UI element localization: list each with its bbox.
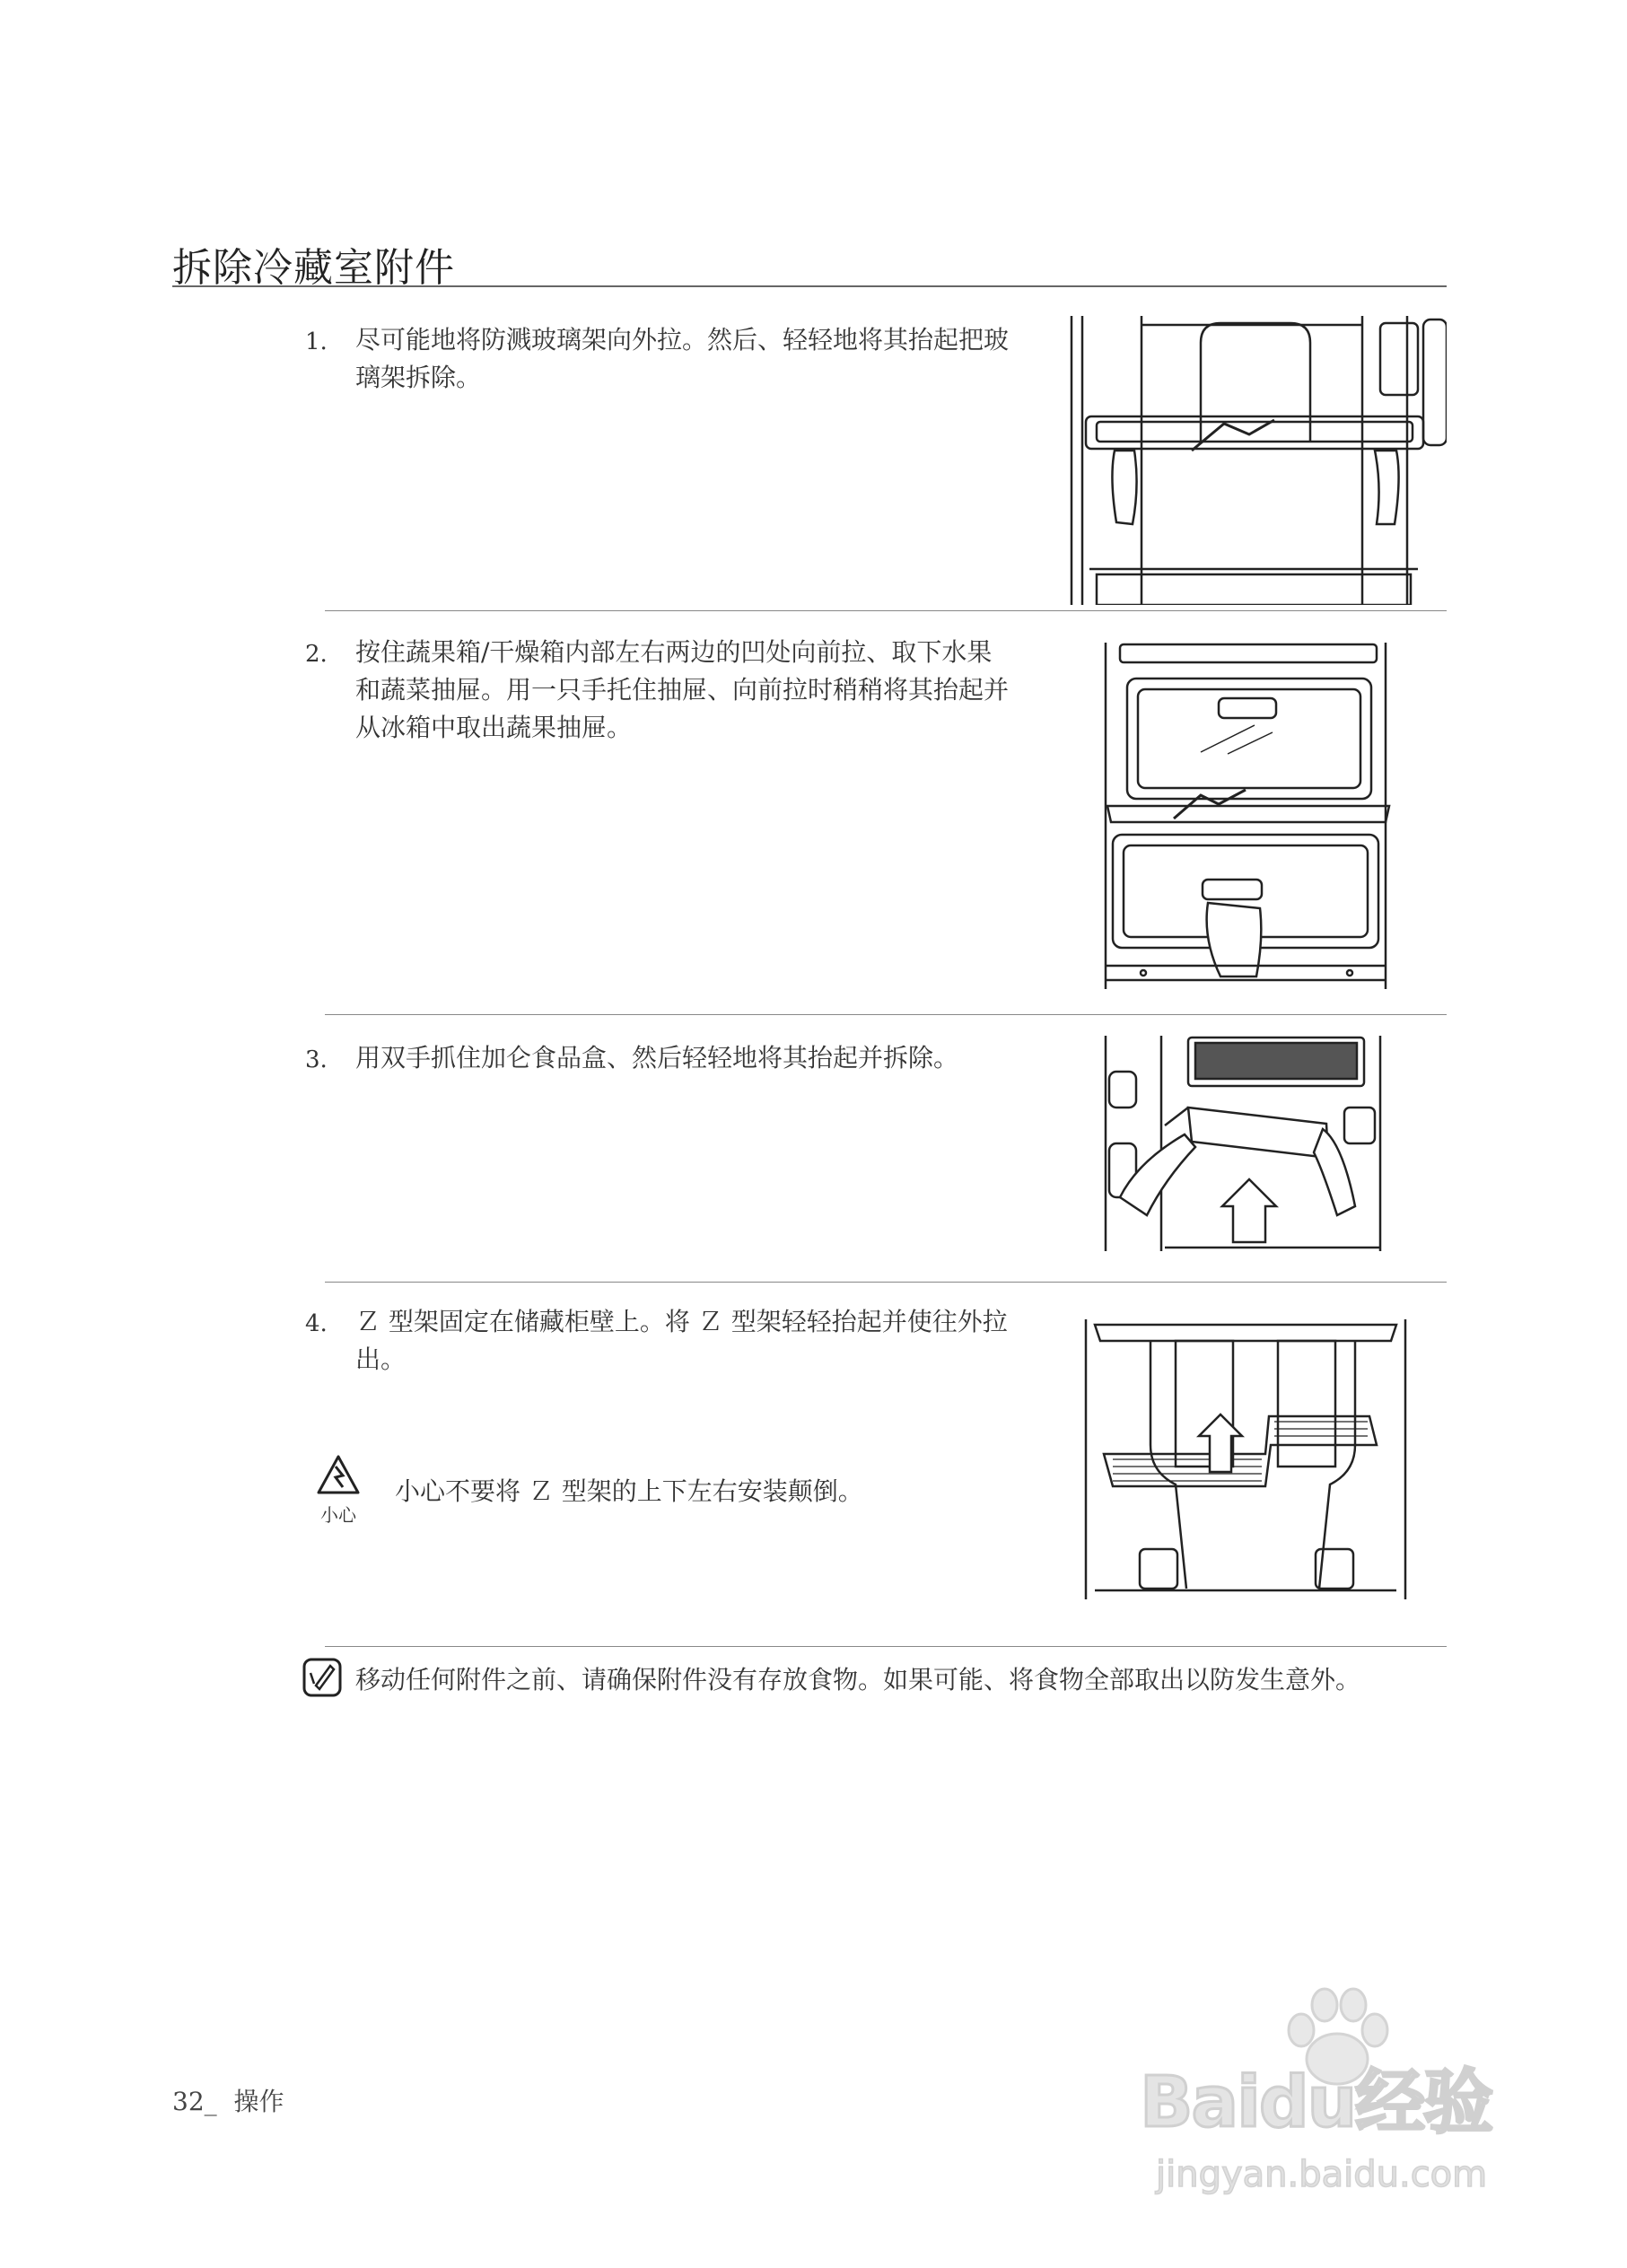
caution-icon-label: 小心 <box>320 1504 356 1526</box>
page-footer <box>172 2082 284 2118</box>
caution-block-icon <box>316 1454 361 1526</box>
step-2-illustration <box>1102 643 1395 989</box>
note-text: 移动任何附件之前、请确保附件没有存放食物。如果可能、将食物全部取出以防发生意外。 <box>355 1665 1361 1694</box>
step-2-divider <box>325 1014 1447 1015</box>
step-1-number: 1. <box>305 328 328 355</box>
step-3-number: 3. <box>305 1046 328 1073</box>
step-2-number: 2. <box>305 641 328 668</box>
step-1-line-2: 璃架拆除。 <box>355 363 482 392</box>
step-1-divider <box>325 610 1447 611</box>
step-4-text <box>355 1303 1064 1379</box>
page-title: 拆除冷藏室附件 <box>172 245 455 291</box>
step-3-text <box>355 1039 1064 1077</box>
step-3-illustration <box>1102 1036 1389 1251</box>
step-4-line-2: 出。 <box>355 1344 407 1374</box>
footer-section: 操作 <box>233 2087 284 2116</box>
caution-text: 小心不要将 Ｚ 型架的上下左右安装颠倒。 <box>395 1476 863 1506</box>
step-4-number: 4. <box>305 1310 328 1337</box>
watermark-url: jingyan.baidu.com <box>1156 2154 1488 2195</box>
warning-triangle-icon <box>316 1454 361 1495</box>
note-divider <box>325 1646 1447 1647</box>
note-icon <box>302 1657 343 1698</box>
step-2-line-1: 按住蔬果箱/干燥箱内部左右两边的凹处向前拉、取下水果 <box>355 637 993 667</box>
step-2-text <box>355 634 1064 747</box>
step-1-text <box>355 321 1064 397</box>
step-4-illustration <box>1077 1319 1420 1599</box>
step-1-illustration <box>1066 316 1447 605</box>
step-3-line-1: 用双手抓住加仑食品盒、然后轻轻地将其抬起并拆除。 <box>355 1043 959 1073</box>
step-2-line-3: 从冰箱中取出蔬果抽屉。 <box>355 713 633 742</box>
baidu-watermark <box>1140 1983 1553 2217</box>
step-2-line-2: 和蔬菜抽屉。用一只手托住抽屉、向前拉时稍稍将其抬起并 <box>355 675 1010 705</box>
watermark-logo: Baidu经验 <box>1140 2062 1492 2143</box>
step-4-line-1: Ｚ 型架固定在储藏柜壁上。将 Ｚ 型架轻轻抬起并使往外拉 <box>355 1307 1008 1336</box>
page-number: 32_ <box>172 2087 217 2116</box>
step-3-divider <box>325 1282 1447 1283</box>
step-1-line-1: 尽可能地将防溅玻璃架向外拉。然后、轻轻地将其抬起把玻 <box>355 325 1010 355</box>
title-divider <box>172 285 1447 287</box>
